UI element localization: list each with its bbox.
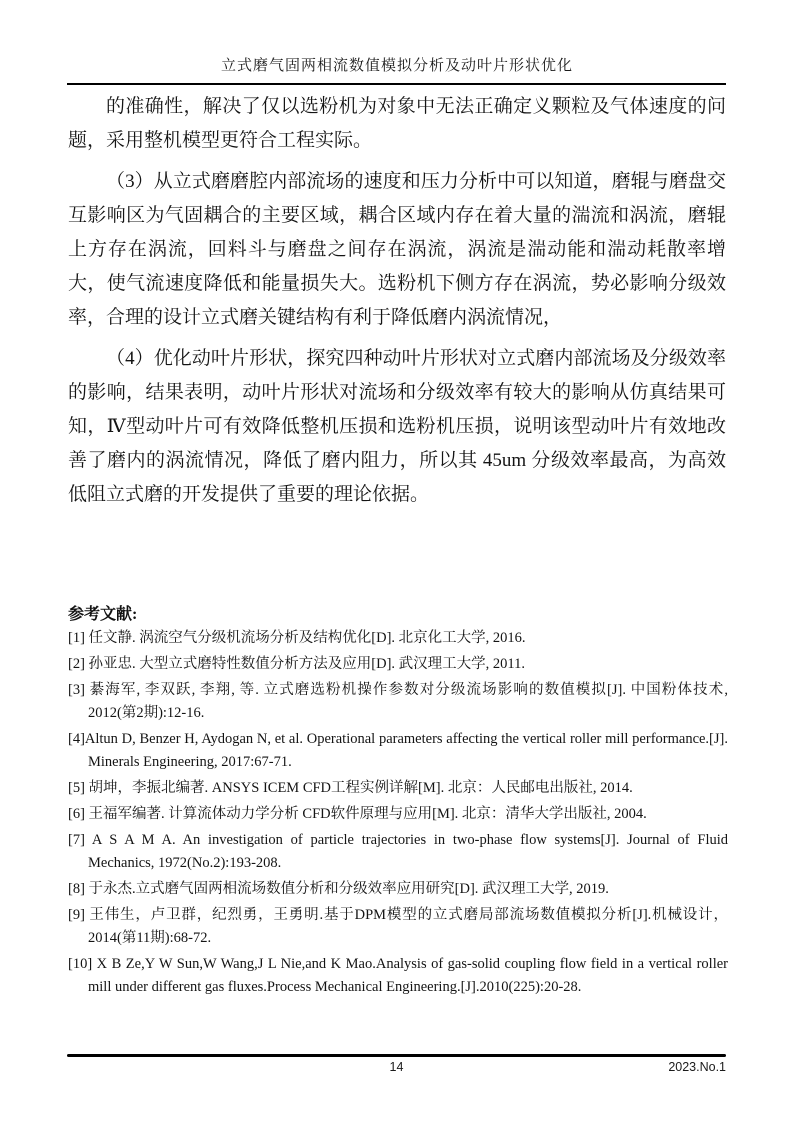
footer-rule bbox=[67, 1054, 726, 1057]
body-paragraph: （4）优化动叶片形状，探究四种动叶片形状对立式磨内部流场及分级效率的影响，结果表明，动叶片形状对流场和分级效率有较大的影响从仿真结果可知，Ⅳ型动叶片可有效降低整机压损和选粉机压损，说明该型动叶片有效地改善了磨内的涡流情况，降低了磨内阻力，所以其 45um 分级效率最高，为高效低阻立式磨的开发提供了重要的理论依据。 bbox=[68, 348, 726, 505]
reference-item: [7] A S A M A. An investigation of particle trajectories in two-phase flow systems[J]. Journal of Fluid Mechanics, 1972(No.2):193-208. bbox=[68, 832, 728, 871]
body-paragraph: 的准确性，解决了仅以选粉机为对象中无法正确定义颗粒及气体速度的问题，采用整机模型更符合工程实际。 bbox=[68, 96, 726, 151]
reference-item: [2] 孙亚忠. 大型立式磨特性数值分析方法及应用[D]. 武汉理工大学, 2011. bbox=[68, 656, 525, 672]
references-list bbox=[68, 627, 728, 1002]
page-number: 14 bbox=[389, 1060, 404, 1074]
running-header-title: 立式磨气固两相流数值模拟分析及动叶片形状优化 bbox=[220, 58, 573, 74]
body-paragraph: （3）从立式磨磨腔内部流场的速度和压力分析中可以知道，磨辊与磨盘交互影响区为气固耦合的主要区域，耦合区域内存在着大量的湍流和涡流，磨辊上方存在涡流，回料斗与磨盘之间存在涡流，涡流是湍动能和湍动耗散率增大，使气流速度降低和能量损失大。选粉机下侧方存在涡流，势必影响分级效率，合理的设计立式磨关键结构有利于降低磨内涡流情况， bbox=[68, 171, 726, 328]
reference-item: [1] 任文静. 涡流空气分级机流场分析及结构优化[D]. 北京化工大学, 2016. bbox=[68, 630, 526, 646]
body-text bbox=[68, 90, 726, 519]
reference-item: [5] 胡坤，李振北编著. ANSYS ICEM CFD工程实例详解[M]. 北京：人民邮电出版社, 2014. bbox=[68, 780, 633, 796]
references-heading: 参考文献: bbox=[68, 606, 138, 623]
issue-label: 2023.No.1 bbox=[668, 1060, 726, 1074]
header-rule bbox=[67, 83, 726, 85]
reference-item: [9] 王伟生，卢卫群，纪烈勇，王勇明.基于DPM模型的立式磨局部流场数值模拟分析[J].机械设计， 2014(第11期):68-72. bbox=[68, 907, 728, 946]
reference-item: [6] 王福军编著. 计算流体动力学分析 CFD软件原理与应用[M]. 北京：清华大学出版社, 2004. bbox=[68, 806, 647, 822]
reference-item: [10] X B Ze,Y W Sun,W Wang,J L Nie,and K Mao.Analysis of gas-solid coupling flow field in a vertical roller mill under different gas fluxes.Process Mechanical Engineering.[J].2010(225):20-28. bbox=[68, 956, 728, 995]
reference-item: [8] 于永杰.立式磨气固两相流场数值分析和分级效率应用研究[D]. 武汉理工大学, 2019. bbox=[68, 881, 609, 897]
reference-item: [3] 綦海军, 李双跃, 李翔, 等. 立式磨选粉机操作参数对分级流场影响的数值模拟[J]. 中国粉体技术, 2012(第2期):12-16. bbox=[68, 682, 728, 721]
reference-item: [4]Altun D, Benzer H, Aydogan N, et al. Operational parameters affecting the vertical roller mill performance.[J]. Minerals Engineering, 2017:67-71. bbox=[68, 731, 728, 770]
